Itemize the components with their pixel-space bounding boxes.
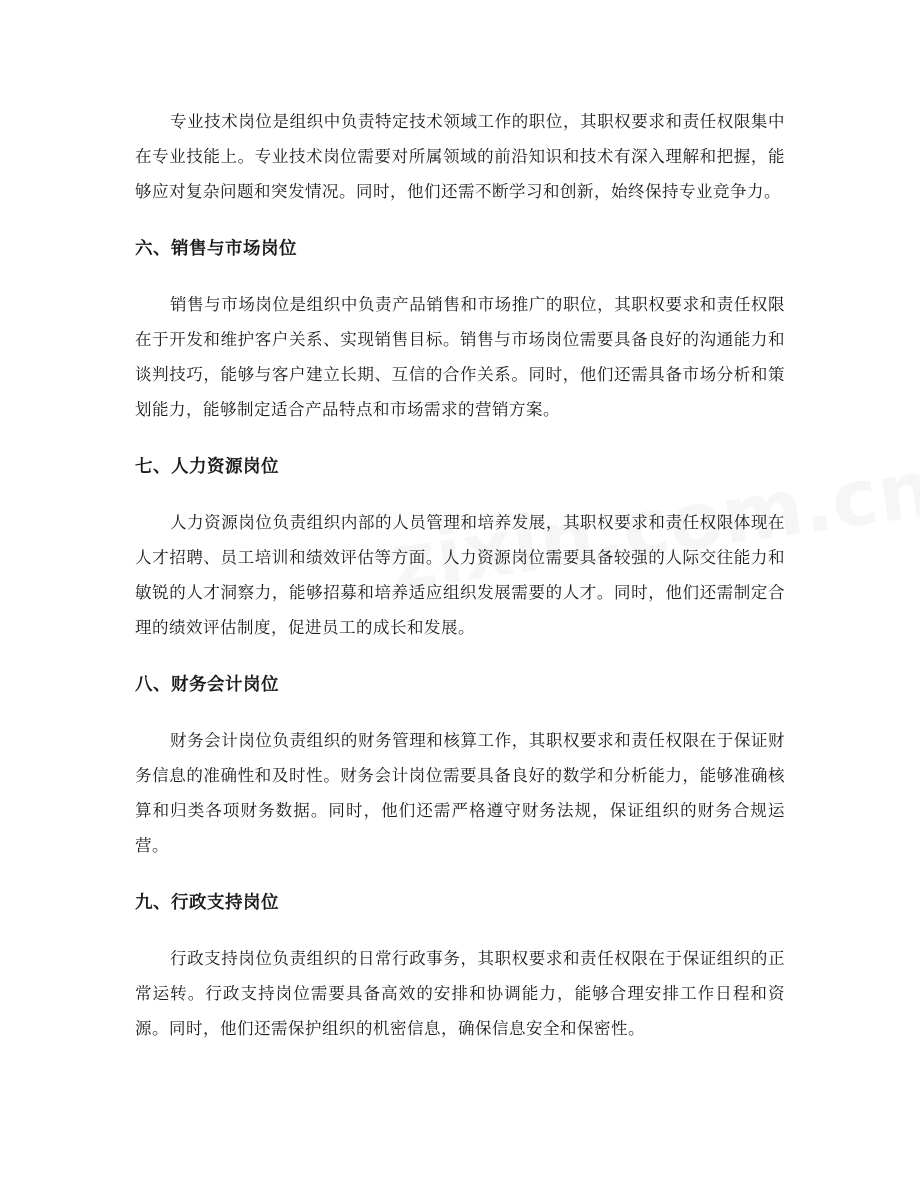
section-heading-sales: 六、销售与市场岗位 [135,239,297,259]
section-heading-admin: 九、行政支持岗位 [135,893,279,913]
spacer [135,702,785,723]
section-paragraph-finance: 财务会计岗位负责组织的财务管理和核算工作，其职权要求和责任权限在于保证财务信息的准确性和及时性。财务会计岗位需要具备良好的数学和分析能力，能够准确核算和归类各项财务数据。同时，他们还需严格遵守财务法规，保证组织的财务合规运营。 [135,731,785,855]
section-heading-hr: 七、人力资源岗位 [135,457,279,477]
spacer [135,266,785,287]
section-paragraph-admin: 行政支持岗位负责组织的日常行政事务，其职权要求和责任权限在于保证组织的正常运转。行政支持岗位需要具备高效的安排和协调能力，能够合理安排工作日程和资源。同时，他们还需保护组织的机密信息，确保信息安全和保密性。 [135,949,785,1038]
spacer [135,920,785,941]
spacer [135,863,785,886]
spacer [135,209,785,232]
spacer [135,484,785,505]
spacer [135,645,785,668]
spacer [135,427,785,450]
section-paragraph-sales: 销售与市场岗位是组织中负责产品销售和市场推广的职位，其职权要求和责任权限在于开发和维护客户关系、实现销售目标。销售与市场岗位需要具备良好的沟通能力和谈判技巧，能够与客户建立长期、互信的合作关系。同时，他们还需具备市场分析和策划能力，能够制定适合产品特点和市场需求的营销方案。 [135,295,785,419]
intro-paragraph: 专业技术岗位是组织中负责特定技术领域工作的职位，其职权要求和责任权限集中在专业技能上。专业技术岗位需要对所属领域的前沿知识和技术有深入理解和把握，能够应对复杂问题和突发情况。同时，他们还需不断学习和创新，始终保持专业竞争力。 [135,112,785,201]
document-body [135,104,785,1046]
section-heading-finance: 八、财务会计岗位 [135,675,279,695]
section-paragraph-hr: 人力资源岗位负责组织内部的人员管理和培养发展，其职权要求和责任权限体现在人才招聘、员工培训和绩效评估等方面。人力资源岗位需要具备较强的人际交往能力和敏锐的人才洞察力，能够招募和培养适应组织发展需要的人才。同时，他们还需制定合理的绩效评估制度，促进员工的成长和发展。 [135,513,785,637]
